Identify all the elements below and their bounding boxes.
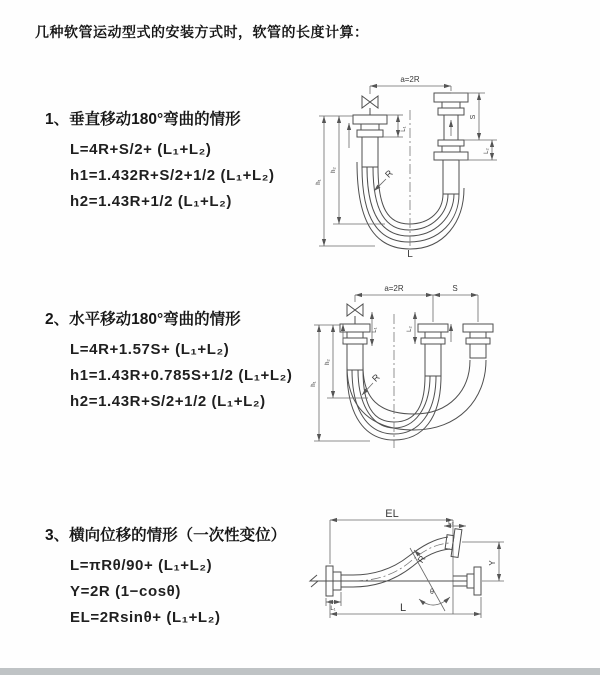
valve-icon xyxy=(347,304,363,324)
section-lateral-displacement xyxy=(45,523,325,631)
diagram-vertical-180-bend xyxy=(313,70,588,260)
section-2-formulas xyxy=(45,337,325,415)
dim-l2 xyxy=(444,520,466,526)
dim-s-label: S xyxy=(470,114,477,120)
length-label: L xyxy=(407,249,413,260)
right-pipe-fitting xyxy=(463,324,493,358)
dim-a2r-label: a=2R xyxy=(384,284,404,293)
left-pipe-fitting xyxy=(340,324,370,370)
dim-el-label: EL xyxy=(385,508,399,520)
formula-length: L=πRθ/90+ (L₁+L₂) xyxy=(70,557,213,574)
diagram-3-svg xyxy=(306,506,598,661)
radius-callout xyxy=(374,168,395,191)
dim-y-label: Y xyxy=(488,560,497,566)
formula-h1: h1=1.43R+0.785S+1/2 (L₁+L₂) xyxy=(70,367,293,384)
section-1-heading: 1、垂直移动180°弯曲的情形 xyxy=(45,111,241,128)
formula-length: L=4R+1.57S+ (L₁+L₂) xyxy=(70,341,230,358)
dim-l1-label: L₁ xyxy=(372,327,378,333)
hose-u-bend xyxy=(357,162,464,249)
dim-l2-label: L₂ xyxy=(448,520,454,526)
radius-label: R xyxy=(383,168,395,180)
dim-l1-label: L₁ xyxy=(401,126,407,132)
left-pipe-fitting xyxy=(353,115,387,167)
diagram-lateral-displacement xyxy=(306,506,598,661)
diagram-2-svg xyxy=(308,280,600,470)
dim-l2-label: L₂ xyxy=(484,148,490,154)
scan-edge-strip xyxy=(0,668,600,675)
diagram-1-svg xyxy=(313,70,588,260)
dim-l-label: L xyxy=(399,602,407,614)
section-vertical-180-bend xyxy=(45,107,325,215)
dim-h2-label: h₂ xyxy=(325,359,331,365)
section-3-formulas xyxy=(45,553,325,631)
radius-label: R xyxy=(415,553,428,565)
dim-a2r xyxy=(370,75,451,94)
formula-h2: h2=1.43R+S/2+1/2 (L₁+L₂) xyxy=(70,393,266,410)
dim-s xyxy=(355,284,478,322)
dim-h2-label: h₂ xyxy=(331,167,337,173)
section-horizontal-180-bend xyxy=(45,307,325,415)
middle-pipe-fitting xyxy=(418,324,448,376)
valve-icon xyxy=(362,96,378,115)
dim-el xyxy=(330,508,453,614)
dim-l1 xyxy=(372,312,378,346)
dim-h1-label: h₁ xyxy=(311,381,317,387)
angle-label: θ xyxy=(430,589,434,596)
formula-h1: h1=1.432R+S/2+1/2 (L₁+L₂) xyxy=(70,167,275,184)
formula-length: L=4R+S/2+ (L₁+L₂) xyxy=(70,141,212,158)
dim-l2-label: L₂ xyxy=(407,326,413,332)
formula-y: Y=2R (1−cosθ) xyxy=(70,583,181,600)
diagram-horizontal-180-bend xyxy=(308,280,600,470)
hose-s-curve xyxy=(353,537,450,587)
dim-l2 xyxy=(459,140,497,160)
pipe-break-icon xyxy=(310,575,318,587)
dim-y xyxy=(462,542,504,581)
radius-label: R xyxy=(370,372,382,384)
dim-s-label: S xyxy=(452,284,458,293)
dim-h2 xyxy=(319,116,385,224)
dim-l1-label: L₁ xyxy=(330,606,336,612)
dim-a2r xyxy=(355,284,433,295)
formula-h2: h2=1.43R+1/2 (L₁+L₂) xyxy=(70,193,233,210)
dim-h2 xyxy=(314,325,368,398)
dim-l xyxy=(330,597,481,618)
hose-u-bend-position2 xyxy=(347,360,486,430)
section-3-heading: 3、横向位移的情形（一次性变位） xyxy=(45,527,287,544)
formula-el: EL=2Rsinθ+ (L₁+L₂) xyxy=(70,609,221,626)
right-pipe-fitting xyxy=(434,93,468,194)
section-2-heading: 2、水平移动180°弯曲的情形 xyxy=(45,311,241,328)
section-1-formulas xyxy=(45,137,325,215)
page-title: 几种软管运动型式的安装方式时，软管的长度计算： xyxy=(35,24,369,40)
dim-a2r-label: a=2R xyxy=(400,75,420,84)
dim-h1-label: h₁ xyxy=(316,179,322,185)
dim-l2 xyxy=(407,312,415,344)
motion-arrows xyxy=(343,324,451,342)
dim-h1 xyxy=(316,116,375,246)
